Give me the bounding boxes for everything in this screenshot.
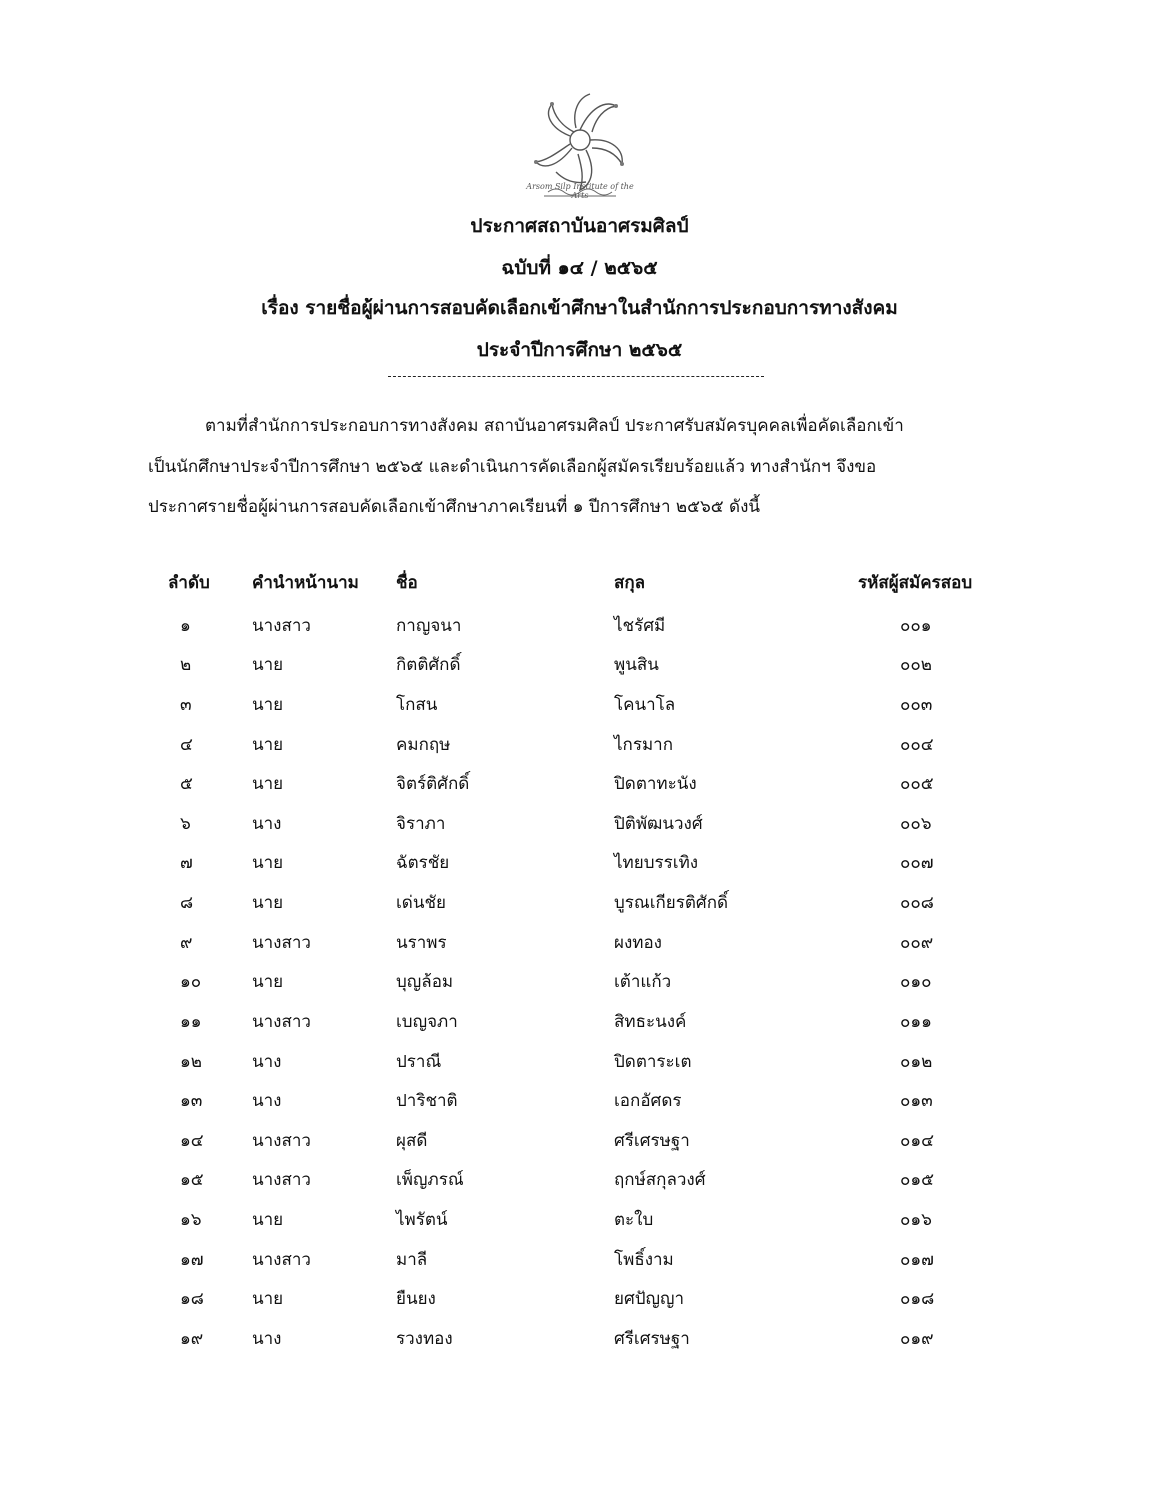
row-name: ฉัตรชัย bbox=[396, 853, 450, 873]
row-no: ๓ bbox=[180, 695, 192, 715]
row-no: ๒ bbox=[180, 655, 192, 675]
row-title: นาง bbox=[252, 1052, 282, 1072]
row-surname: ฤกษ์สกุลวงศ์ bbox=[614, 1170, 706, 1190]
row-name: กาญจนา bbox=[396, 616, 462, 636]
row-title: นางสาว bbox=[252, 616, 311, 636]
row-surname: ศรีเศรษฐา bbox=[614, 1329, 690, 1349]
announcement-subject: เรื่อง รายชื่อผู้ผ่านการสอบคัดเลือกเข้าศึกษาในสำนักการประกอบการทางสังคม bbox=[261, 297, 898, 319]
row-name: เด่นชัย bbox=[396, 893, 446, 913]
row-title: นาง bbox=[252, 1329, 282, 1349]
row-name: กิตติศักดิ์ bbox=[396, 655, 461, 675]
row-surname: โพธิ์งาม bbox=[614, 1250, 674, 1270]
row-title: นาง bbox=[252, 814, 282, 834]
row-code: ๐๐๑ bbox=[900, 616, 932, 636]
row-title: นางสาว bbox=[252, 933, 311, 953]
row-name: ปาริชาติ bbox=[396, 1091, 458, 1111]
row-no: ๑๔ bbox=[180, 1131, 204, 1151]
header-name: ชื่อ bbox=[396, 573, 418, 593]
row-no: ๑๓ bbox=[180, 1091, 203, 1111]
table-row bbox=[0, 848, 1159, 878]
row-code: ๐๐๓ bbox=[900, 695, 933, 715]
row-name: ไพรัตน์ bbox=[396, 1210, 448, 1230]
table-row bbox=[0, 1086, 1159, 1116]
row-code: ๐๑๗ bbox=[900, 1250, 934, 1270]
row-no: ๑๕ bbox=[180, 1170, 204, 1190]
table-row bbox=[0, 1245, 1159, 1275]
row-code: ๐๐๙ bbox=[900, 933, 934, 953]
row-surname: ปิติพัฒนวงศ์ bbox=[614, 814, 703, 834]
academic-year: ประจำปีการศึกษา ๒๕๖๕ bbox=[476, 339, 683, 361]
row-surname: ไกรมาก bbox=[614, 735, 674, 755]
row-title: นาย bbox=[252, 1210, 284, 1230]
table-row bbox=[0, 690, 1159, 720]
row-code: ๐๐๕ bbox=[900, 774, 934, 794]
table-row bbox=[0, 967, 1159, 997]
table-row bbox=[0, 1126, 1159, 1156]
row-no: ๑๑ bbox=[180, 1012, 202, 1032]
header-code: รหัสผู้สมัครสอบ bbox=[858, 573, 973, 593]
table-row bbox=[0, 1205, 1159, 1235]
table-row bbox=[0, 650, 1159, 680]
row-code: ๐๐๖ bbox=[900, 814, 932, 834]
row-surname: ไชรัศมี bbox=[614, 616, 666, 636]
row-surname: เต้าแก้ว bbox=[614, 972, 672, 992]
row-no: ๕ bbox=[180, 774, 193, 794]
row-surname: ผงทอง bbox=[614, 933, 662, 953]
row-no: ๑๒ bbox=[180, 1052, 202, 1072]
row-code: ๐๑๓ bbox=[900, 1091, 933, 1111]
row-no: ๑๘ bbox=[180, 1289, 204, 1309]
row-title: นาย bbox=[252, 893, 284, 913]
row-code: ๐๐๔ bbox=[900, 735, 934, 755]
body-line-1: ตามที่สำนักการประกอบการทางสังคม สถาบันอาศรมศิลป์ ประกาศรับสมัครบุคคลเพื่อคัดเลือกเข้า bbox=[205, 416, 904, 436]
row-name: เบญจภา bbox=[396, 1012, 458, 1032]
row-name: มาลี bbox=[396, 1250, 428, 1270]
row-title: นาย bbox=[252, 972, 284, 992]
table-row bbox=[0, 1007, 1159, 1037]
table-row bbox=[0, 1324, 1159, 1354]
row-code: ๐๑๘ bbox=[900, 1289, 935, 1309]
row-title: นางสาว bbox=[252, 1170, 311, 1190]
row-no: ๑ bbox=[180, 616, 191, 636]
row-code: ๐๐๒ bbox=[900, 655, 932, 675]
table-row bbox=[0, 1165, 1159, 1195]
row-no: ๑๐ bbox=[180, 972, 202, 992]
table-row bbox=[0, 730, 1159, 760]
row-title: นาย bbox=[252, 695, 284, 715]
header-surname: สกุล bbox=[614, 573, 646, 593]
row-name: จิตร์ติศักดิ์ bbox=[396, 774, 470, 794]
row-name: โกสน bbox=[396, 695, 438, 715]
row-title: นาง bbox=[252, 1091, 282, 1111]
row-surname: ยศปัญญา bbox=[614, 1289, 685, 1309]
announcement-number: ฉบับที่ ๑๔ / ๒๕๖๕ bbox=[501, 257, 658, 279]
body-line-2: เป็นนักศึกษาประจำปีการศึกษา ๒๕๖๕ และดำเนินการคัดเลือกผู้สมัครเรียบร้อยแล้ว ทางสำนักฯ จึงขอ bbox=[148, 457, 877, 477]
body-line-3: ประกาศรายชื่อผู้ผ่านการสอบคัดเลือกเข้าศึกษาภาคเรียนที่ ๑ ปีการศึกษา ๒๕๖๕ ดังนี้ bbox=[148, 497, 761, 517]
row-name: ผุสดี bbox=[396, 1131, 428, 1151]
row-code: ๐๑๙ bbox=[900, 1329, 934, 1349]
table-row bbox=[0, 928, 1159, 958]
row-title: นาย bbox=[252, 774, 284, 794]
row-code: ๐๐๗ bbox=[900, 853, 934, 873]
table-header bbox=[0, 568, 1159, 598]
row-surname: พูนสิน bbox=[614, 655, 659, 675]
table-row bbox=[0, 1284, 1159, 1314]
row-surname: ปิดตาระเต bbox=[614, 1052, 692, 1072]
announcement-title: ประกาศสถาบันอาศรมศิลป์ bbox=[470, 215, 689, 237]
row-name: ปราณี bbox=[396, 1052, 442, 1072]
row-code: ๐๑๔ bbox=[900, 1131, 935, 1151]
table-row bbox=[0, 1047, 1159, 1077]
row-name: เพ็ญภรณ์ bbox=[396, 1170, 464, 1190]
row-title: นาย bbox=[252, 853, 284, 873]
row-surname: สิทธะนงค์ bbox=[614, 1012, 687, 1032]
row-no: ๑๙ bbox=[180, 1329, 204, 1349]
row-name: จิราภา bbox=[396, 814, 446, 834]
row-surname: โคนาโล bbox=[614, 695, 676, 715]
row-no: ๖ bbox=[180, 814, 191, 834]
row-surname: ศรีเศรษฐา bbox=[614, 1131, 690, 1151]
row-title: นางสาว bbox=[252, 1012, 311, 1032]
row-code: ๐๑๕ bbox=[900, 1170, 935, 1190]
row-no: ๙ bbox=[180, 933, 193, 953]
row-name: คมกฤษ bbox=[396, 735, 451, 755]
row-surname: ปิดตาทะนัง bbox=[614, 774, 697, 794]
row-name: บุญล้อม bbox=[396, 972, 454, 992]
row-title: นาย bbox=[252, 735, 284, 755]
row-surname: เอกอัศดร bbox=[614, 1091, 682, 1111]
row-title: นางสาว bbox=[252, 1250, 311, 1270]
row-title: นาย bbox=[252, 655, 284, 675]
row-title: นางสาว bbox=[252, 1131, 311, 1151]
row-code: ๐๐๘ bbox=[900, 893, 934, 913]
header-title: คำนำหน้านาม bbox=[252, 573, 359, 593]
table-row bbox=[0, 888, 1159, 918]
row-code: ๐๑๒ bbox=[900, 1052, 933, 1072]
row-no: ๗ bbox=[180, 853, 193, 873]
table-row bbox=[0, 611, 1159, 641]
row-code: ๐๑๐ bbox=[900, 972, 932, 992]
row-name: นราพร bbox=[396, 933, 447, 953]
row-title: นาย bbox=[252, 1289, 284, 1309]
table-row bbox=[0, 809, 1159, 839]
row-no: ๑๖ bbox=[180, 1210, 202, 1230]
row-surname: บูรณเกียรติศักดิ์ bbox=[614, 893, 729, 913]
header-no: ลำดับ bbox=[168, 573, 210, 593]
table-row bbox=[0, 769, 1159, 799]
row-name: รวงทอง bbox=[396, 1329, 453, 1349]
divider bbox=[388, 376, 764, 377]
row-no: ๘ bbox=[180, 893, 194, 913]
row-surname: ตะใบ bbox=[614, 1210, 654, 1230]
row-no: ๔ bbox=[180, 735, 193, 755]
row-no: ๑๗ bbox=[180, 1250, 204, 1270]
logo-caption: Arsom Silp Institute of the Arts bbox=[526, 182, 634, 200]
row-code: ๐๑๑ bbox=[900, 1012, 932, 1032]
row-surname: ไทยบรรเทิง bbox=[614, 853, 699, 873]
row-name: ยืนยง bbox=[396, 1289, 436, 1309]
row-code: ๐๑๖ bbox=[900, 1210, 932, 1230]
